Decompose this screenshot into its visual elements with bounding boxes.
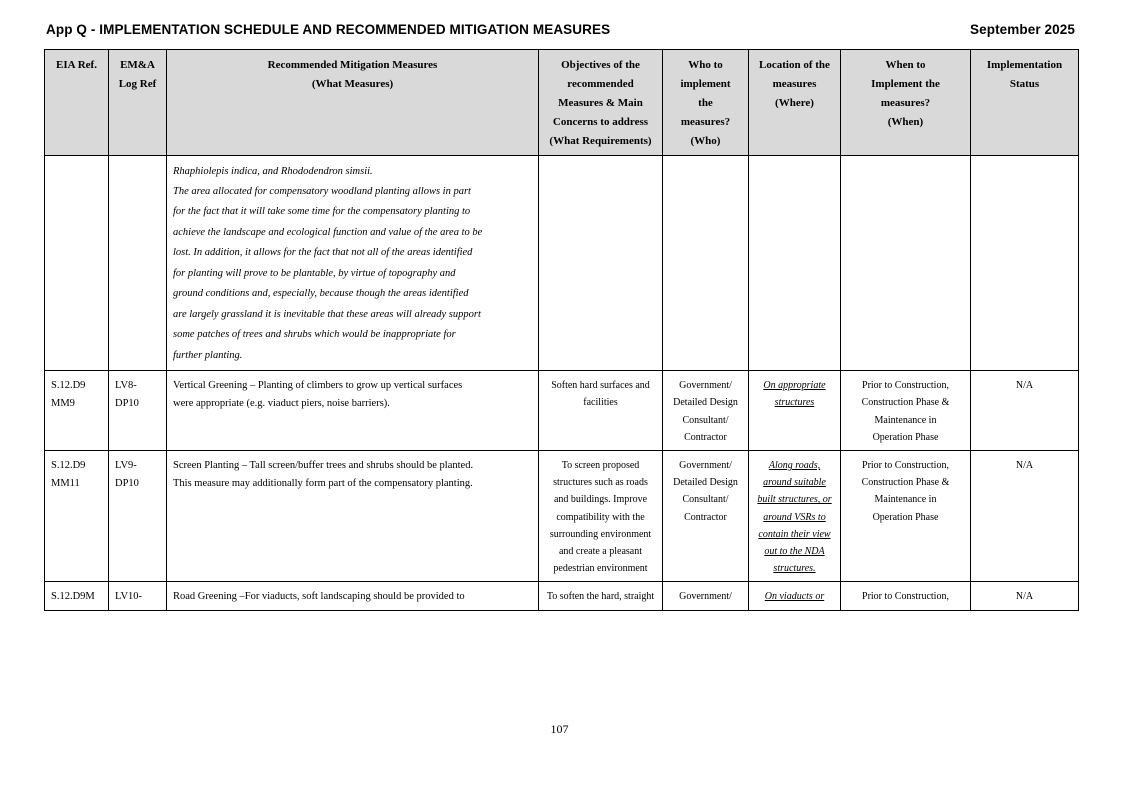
cell-objectives: To screen proposed structures such as roads and buildings. Improve compatibility with the surrounding environment and create a pleasant pedestrian environment xyxy=(539,450,663,581)
cell-status: N/A xyxy=(971,371,1079,451)
measures-paragraph: Rhaphiolepis indica, and Rhododendron simsii. The area allocated for compensatory woodland planting allows in part for the fact that it will take some time for the compensatory planting to achieve the landscape and ecological function and value of the area to be lost. In addition, it allows for the fact that not all of the areas identified for planting will prove to be plantable, by virtue of topography and ground conditions and, especially, because though the areas identified are largely grassland it is inevitable that these areas will already support some patches of trees and shrubs which would be inappropriate for further planting. xyxy=(173,165,483,361)
page-number xyxy=(0,722,1123,737)
table-row xyxy=(45,450,1079,581)
cell-location: Along roads, around suitable built structures, or around VSRs to contain their view out to the NDA structures. xyxy=(749,450,841,581)
cell-location: On appropriate structures xyxy=(749,371,841,451)
cell-status: N/A xyxy=(971,450,1079,581)
table-row xyxy=(45,371,1079,451)
cell-location xyxy=(749,155,841,371)
cell-log-ref: LV9- DP10 xyxy=(109,450,167,581)
header-title: App Q - IMPLEMENTATION SCHEDULE AND RECOMMENDED MITIGATION MEASURES xyxy=(46,22,611,37)
column-header-when: When to Implement the measures? (When) xyxy=(841,50,971,156)
column-header-objectives: Objectives of the recommended Measures & Main Concerns to address (What Requirements) xyxy=(539,50,663,156)
column-header-eia-ref: EIA Ref. xyxy=(45,50,109,156)
table-row xyxy=(45,155,1079,371)
cell-measures: Screen Planting – Tall screen/buffer trees and shrubs should be planted. This measure may additionally form part of the compensatory planting. xyxy=(167,450,539,581)
cell-log-ref: LV10- xyxy=(109,582,167,611)
column-header-log-ref: EM&A Log Ref xyxy=(109,50,167,156)
column-header-who: Who to implement the measures? (Who) xyxy=(663,50,749,156)
cell-who xyxy=(663,155,749,371)
mitigation-measures-table xyxy=(44,49,1079,611)
column-header-location: Location of the measures (Where) xyxy=(749,50,841,156)
cell-when: Prior to Construction, Construction Phase & Maintenance in Operation Phase xyxy=(841,371,971,451)
cell-who: Government/ xyxy=(663,582,749,611)
cell-measures xyxy=(167,155,539,371)
table-header-row xyxy=(45,50,1079,156)
cell-location: On viaducts or xyxy=(749,582,841,611)
column-header-measures: Recommended Mitigation Measures (What Measures) xyxy=(167,50,539,156)
cell-who: Government/ Detailed Design Consultant/ Contractor xyxy=(663,450,749,581)
cell-when: Prior to Construction, xyxy=(841,582,971,611)
cell-log-ref xyxy=(109,155,167,371)
cell-eia-ref: S.12.D9 MM9 xyxy=(45,371,109,451)
cell-who: Government/ Detailed Design Consultant/ Contractor xyxy=(663,371,749,451)
cell-objectives xyxy=(539,155,663,371)
cell-eia-ref xyxy=(45,155,109,371)
cell-objectives: To soften the hard, straight xyxy=(539,582,663,611)
page-number-value: 107 xyxy=(550,722,569,736)
cell-measures: Road Greening –For viaducts, soft landscaping should be provided to xyxy=(167,582,539,611)
header-date: September 2025 xyxy=(970,22,1075,37)
column-header-status: Implementation Status xyxy=(971,50,1079,156)
cell-when: Prior to Construction, Construction Phase & Maintenance in Operation Phase xyxy=(841,450,971,581)
cell-eia-ref: S.12.D9 MM11 xyxy=(45,450,109,581)
cell-measures: Vertical Greening – Planting of climbers to grow up vertical surfaces were appropriate (e.g. viaduct piers, noise barriers). xyxy=(167,371,539,451)
table-row xyxy=(45,582,1079,611)
page-header xyxy=(44,22,1079,37)
cell-status xyxy=(971,155,1079,371)
cell-eia-ref: S.12.D9M xyxy=(45,582,109,611)
cell-objectives: Soften hard surfaces and facilities xyxy=(539,371,663,451)
cell-when xyxy=(841,155,971,371)
cell-log-ref: LV8- DP10 xyxy=(109,371,167,451)
cell-status: N/A xyxy=(971,582,1079,611)
